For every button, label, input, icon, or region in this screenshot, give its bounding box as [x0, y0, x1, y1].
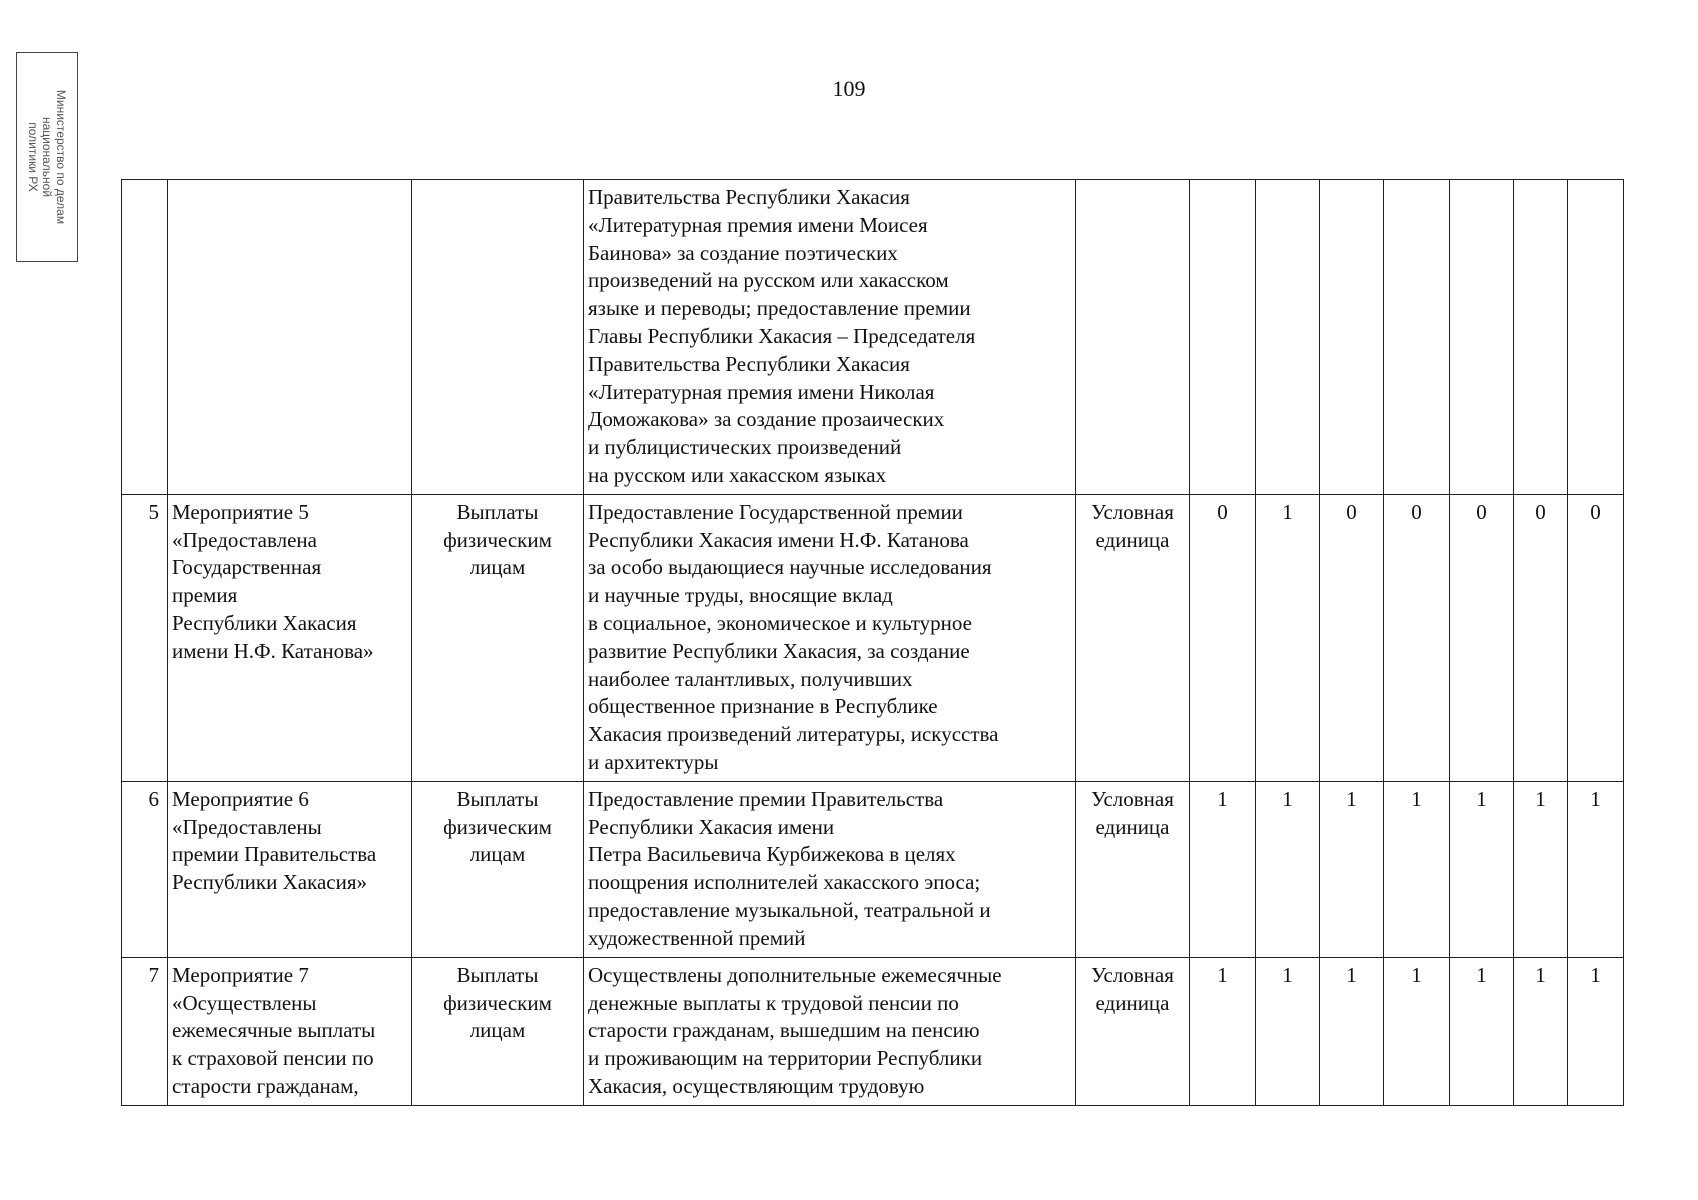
value-cell	[1450, 180, 1514, 495]
unit: Условная единица	[1076, 957, 1190, 1105]
stamp-line: Министерство по делам	[54, 89, 68, 225]
row-number: 5	[122, 494, 168, 781]
value-cell: 0	[1514, 494, 1568, 781]
value-cell: 1	[1450, 781, 1514, 957]
value-cell: 1	[1320, 781, 1384, 957]
payment-type: Выплаты физическим лицам	[412, 494, 584, 781]
unit: Условная единица	[1076, 494, 1190, 781]
value-cell: 1	[1256, 957, 1320, 1105]
event-name: Мероприятие 7 «Осуществлены ежемесячные выплаты к страховой пенсии по старости гражданам,	[168, 957, 412, 1105]
value-cell: 0	[1320, 494, 1384, 781]
table-row	[122, 781, 1624, 957]
table-row	[122, 180, 1624, 495]
value-cell: 1	[1320, 957, 1384, 1105]
page-number: 109	[832, 76, 866, 101]
value-cell: 1	[1450, 957, 1514, 1105]
activities-table	[121, 179, 1624, 1106]
value-cell: 1	[1256, 494, 1320, 781]
event-name	[168, 180, 412, 495]
event-description: Предоставление премии Правительства Республики Хакасия имени Петра Васильевича Курбижекова в целях поощрения исполнителей хакасского эпоса; предоставление музыкальной, театральной и художественной премий	[584, 781, 1076, 957]
row-number: 6	[122, 781, 168, 957]
row-number: 7	[122, 957, 168, 1105]
table-row	[122, 957, 1624, 1105]
unit	[1076, 180, 1190, 495]
value-cell	[1568, 180, 1624, 495]
unit: Условная единица	[1076, 781, 1190, 957]
row-number	[122, 180, 168, 495]
value-cell: 1	[1190, 957, 1256, 1105]
payment-type	[412, 180, 584, 495]
table-row	[122, 494, 1624, 781]
value-cell: 1	[1568, 781, 1624, 957]
value-cell: 1	[1568, 957, 1624, 1105]
value-cell: 1	[1384, 781, 1450, 957]
stamp-line: политики РХ	[26, 122, 40, 192]
event-description: Правительства Республики Хакасия «Литературная премия имени Моисея Баинова» за создание поэтических произведений на русском или хакасском языке и переводы; предоставление премии Главы Республики Хакасия – Председателя Правительства Республики Хакасия «Литературная премия имени Николая Доможакова» за создание прозаических и публицистических произведений на русском или хакасском языках	[584, 180, 1076, 495]
value-cell: 0	[1384, 494, 1450, 781]
value-cell: 0	[1190, 494, 1256, 781]
value-cell: 1	[1514, 781, 1568, 957]
event-name: Мероприятие 6 «Предоставлены премии Правительства Республики Хакасия»	[168, 781, 412, 957]
value-cell: 1	[1190, 781, 1256, 957]
payment-type: Выплаты физическим лицам	[412, 781, 584, 957]
value-cell: 0	[1568, 494, 1624, 781]
event-name: Мероприятие 5 «Предоставлена Государственная премия Республики Хакасия имени Н.Ф. Катанова»	[168, 494, 412, 781]
event-description: Предоставление Государственной премии Республики Хакасия имени Н.Ф. Катанова за особо выдающиеся научные исследования и научные труды, вносящие вклад в социальное, экономическое и культурное развитие Республики Хакасия, за создание наиболее талантливых, получивших общественное признание в Республике Хакасия произведений литературы, искусства и архитектуры	[584, 494, 1076, 781]
value-cell: 1	[1514, 957, 1568, 1105]
value-cell: 1	[1384, 957, 1450, 1105]
value-cell	[1256, 180, 1320, 495]
value-cell	[1320, 180, 1384, 495]
value-cell: 1	[1256, 781, 1320, 957]
value-cell: 0	[1450, 494, 1514, 781]
event-description: Осуществлены дополнительные ежемесячные денежные выплаты к трудовой пенсии по старости гражданам, вышедшим на пенсию и проживающим на территории Республики Хакасия, осуществляющим трудовую	[584, 957, 1076, 1105]
stamp-line: национальной	[40, 116, 54, 198]
value-cell	[1384, 180, 1450, 495]
payment-type: Выплаты физическим лицам	[412, 957, 584, 1105]
value-cell	[1514, 180, 1568, 495]
value-cell	[1190, 180, 1256, 495]
